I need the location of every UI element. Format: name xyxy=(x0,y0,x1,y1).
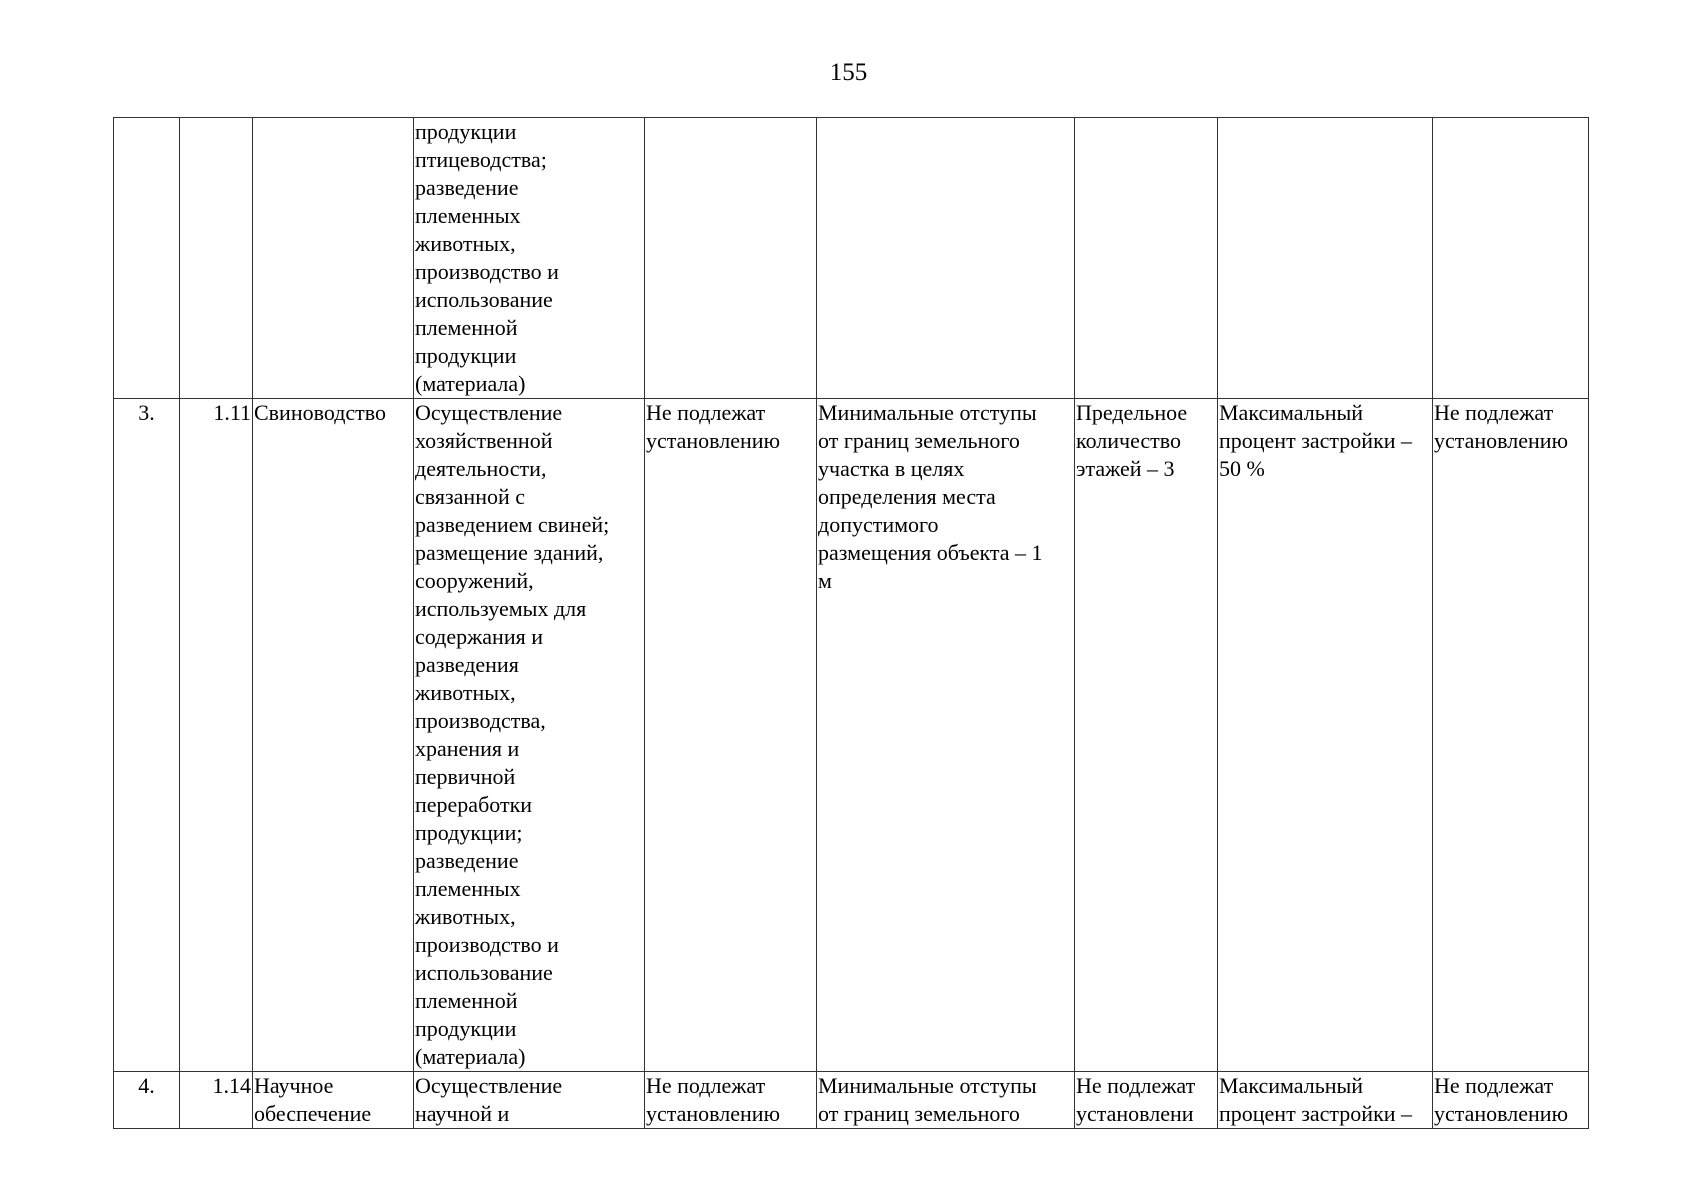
coverage-cell xyxy=(1218,118,1433,399)
code-cell xyxy=(180,118,253,399)
description-cell: Осуществление научной и xyxy=(414,1072,645,1129)
coverage-cell: Максимальный процент застройки – xyxy=(1218,1072,1433,1129)
row-number-cell: 3. xyxy=(114,399,180,1072)
row-number-cell xyxy=(114,118,180,399)
table-row xyxy=(114,1072,1589,1129)
setback-cell: Минимальные отступы от границ земельного xyxy=(817,1072,1075,1129)
other-parameter-cell: Не подлежат установлению xyxy=(1433,399,1589,1072)
code-cell: 1.14 xyxy=(180,1072,253,1129)
floors-cell: Предельное количество этажей – 3 xyxy=(1075,399,1218,1072)
row-number-cell: 4. xyxy=(114,1072,180,1129)
code-cell: 1.11 xyxy=(180,399,253,1072)
table-row xyxy=(114,399,1589,1072)
land-use-table xyxy=(113,117,1589,1129)
parameter-cell: Не подлежат установлению xyxy=(645,1072,817,1129)
name-cell xyxy=(253,118,414,399)
parameter-cell: Не подлежат установлению xyxy=(645,399,817,1072)
other-parameter-cell: Не подлежат установлению xyxy=(1433,1072,1589,1129)
floors-cell: Не подлежат установлени xyxy=(1075,1072,1218,1129)
floors-cell xyxy=(1075,118,1218,399)
other-parameter-cell xyxy=(1433,118,1589,399)
name-cell: Свиноводство xyxy=(253,399,414,1072)
setback-cell xyxy=(817,118,1075,399)
coverage-cell: Максимальный процент застройки – 50 % xyxy=(1218,399,1433,1072)
page-number: 155 xyxy=(829,59,868,86)
parameter-cell xyxy=(645,118,817,399)
setback-cell: Минимальные отступы от границ земельного участка в целях определения места допустимого размещения объекта – 1 м xyxy=(817,399,1075,1072)
description-cell: продукции птицеводства; разведение племенных животных, производство и использование племенной продукции (материала) xyxy=(414,118,645,399)
name-cell: Научное обеспечение xyxy=(253,1072,414,1129)
description-cell: Осуществление хозяйственной деятельности, связанной с разведением свиней; размещение зданий, сооружений, используемых для содержания и разведения животных, производства, хранения и первичной переработки продукции; разведение племенных животных, производство и использование племенной продукции (материала) xyxy=(414,399,645,1072)
table-row xyxy=(114,118,1589,399)
